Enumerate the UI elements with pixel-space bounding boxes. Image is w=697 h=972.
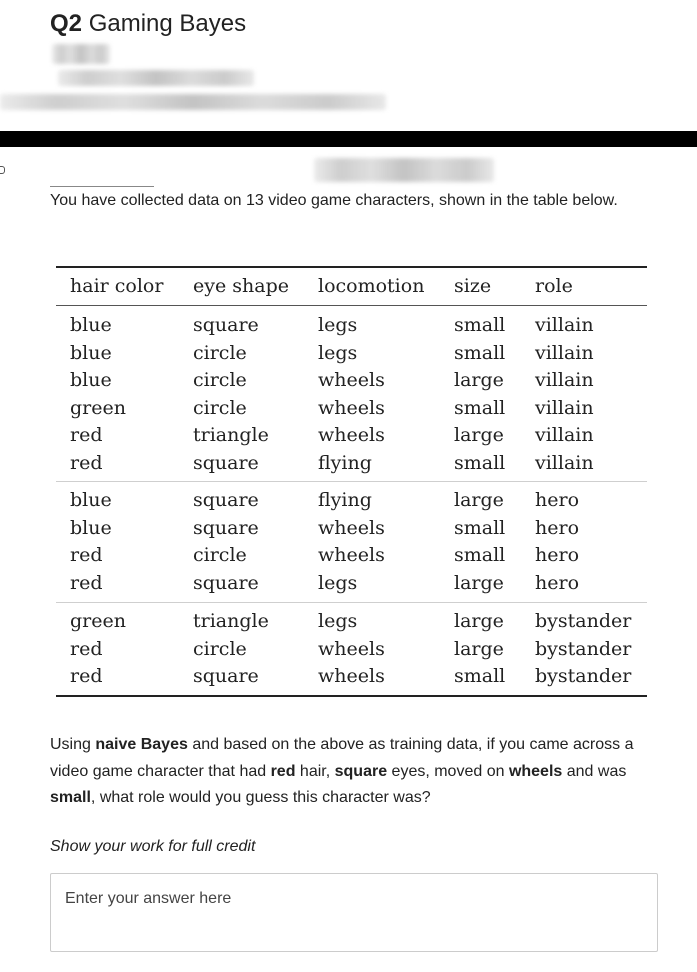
table-cell: circle: [193, 341, 247, 364]
table-cell: square: [193, 571, 259, 594]
table-cell: small: [454, 314, 506, 336]
table-cell: wheels: [318, 369, 385, 392]
question-title: Gaming Bayes: [88, 10, 247, 37]
prompt-text: hair,: [295, 762, 335, 780]
table-cell: triangle: [193, 424, 269, 447]
prompt-bold: wheels: [508, 762, 563, 780]
redacted-region: [52, 44, 110, 64]
table-cell: small: [454, 516, 506, 539]
table-group-separator: [56, 602, 647, 603]
table-cell: red: [70, 637, 103, 660]
table-cell: legs: [318, 610, 358, 632]
table-cell: triangle: [193, 610, 269, 632]
intro-text: You have collected data on 13 video game characters, shown in the table below.: [50, 192, 618, 209]
table-cell: small: [454, 396, 506, 419]
table-cell: blue: [70, 516, 112, 539]
redacted-region: [58, 70, 254, 86]
table-cell: large: [454, 489, 504, 511]
table-cell: wheels: [318, 424, 385, 447]
table-cell: small: [454, 452, 506, 474]
prompt-text: eyes, moved on: [387, 762, 509, 780]
table-cell: villain: [535, 452, 594, 474]
table-header-cell: hair color: [70, 275, 164, 297]
table-cell: hero: [535, 544, 580, 567]
prompt-text: Using: [50, 736, 96, 753]
table-cell: flying: [318, 452, 372, 474]
table-cell: green: [70, 610, 126, 632]
question-heading: [50, 10, 246, 38]
table-cell: legs: [318, 341, 358, 364]
table-cell: large: [454, 369, 504, 392]
prompt-bold: naive Bayes: [95, 736, 188, 753]
prompt-text: and was: [562, 762, 627, 780]
answer-input[interactable]: [50, 873, 658, 952]
table-cell: blue: [70, 341, 112, 364]
table-cell: hero: [535, 516, 580, 539]
table-cell: villain: [535, 396, 594, 419]
table-cell: circle: [193, 544, 247, 567]
table-cell: circle: [193, 396, 247, 419]
table-cell: large: [454, 424, 504, 447]
table-cell: square: [193, 314, 259, 336]
table-cell: large: [454, 571, 504, 594]
table-cell: blue: [70, 489, 112, 511]
table-cell: legs: [318, 314, 358, 336]
table-bottom-rule: [56, 695, 647, 697]
prompt-bold: small: [50, 789, 91, 806]
redacted-region: [314, 158, 494, 182]
table-cell: large: [454, 637, 504, 660]
table-cell: red: [70, 571, 103, 594]
table-cell: wheels: [318, 544, 385, 567]
table-cell: small: [454, 341, 506, 364]
table-cell: square: [193, 516, 259, 539]
table-cell: hero: [535, 489, 580, 511]
table-cell: bystander: [535, 610, 632, 632]
divider-bar: [0, 131, 697, 147]
table-cell: villain: [535, 369, 594, 392]
table-top-rule: [56, 266, 647, 268]
data-table: [56, 266, 647, 697]
table-cell: square: [193, 452, 259, 474]
table-cell: large: [454, 610, 504, 632]
answer-placeholder: Enter your answer here: [65, 890, 232, 907]
prompt-bold: square: [334, 762, 388, 780]
prompt-bold: red: [270, 762, 296, 780]
table-cell: wheels: [318, 516, 385, 539]
table-cell: wheels: [318, 396, 385, 419]
question-number: Q2: [50, 10, 83, 37]
table-cell: villain: [535, 314, 594, 336]
table-cell: villain: [535, 341, 594, 364]
table-cell: hero: [535, 571, 580, 594]
table-header-cell: eye shape: [193, 275, 289, 297]
table-header-cell: role: [535, 275, 573, 297]
table-cell: villain: [535, 424, 594, 447]
table-cell: wheels: [318, 637, 385, 660]
table-cell: blue: [70, 369, 112, 392]
prompt-text: and based on the above as training data, if you came across a video game character that had: [50, 736, 634, 780]
table-cell: red: [70, 452, 103, 474]
table-cell: small: [454, 544, 506, 567]
table-cell: circle: [193, 369, 247, 392]
divider-line: [50, 186, 154, 187]
table-cell: square: [193, 489, 259, 511]
question-prompt: [50, 732, 640, 812]
table-cell: flying: [318, 489, 372, 511]
table-cell: circle: [193, 637, 247, 660]
table-cell: square: [193, 665, 259, 688]
table-cell: blue: [70, 314, 112, 336]
table-cell: small: [454, 665, 506, 688]
table-header-cell: size: [454, 275, 492, 297]
table-cell: bystander: [535, 637, 632, 660]
table-cell: red: [70, 665, 103, 688]
prompt-text: , what role would you guess this character was?: [90, 789, 431, 806]
table-cell: bystander: [535, 665, 632, 688]
table-header-cell: locomotion: [318, 275, 425, 297]
table-group-separator: [56, 481, 647, 482]
table-cell: red: [70, 424, 103, 447]
table-cell: wheels: [318, 665, 385, 688]
table-cell: green: [70, 396, 126, 419]
redacted-region: [0, 94, 386, 110]
edge-glyph: [0, 166, 5, 174]
table-cell: red: [70, 544, 103, 567]
table-cell: legs: [318, 571, 358, 594]
table-header-rule: [56, 305, 647, 306]
show-work-instruction: Show your work for full credit: [50, 838, 256, 855]
